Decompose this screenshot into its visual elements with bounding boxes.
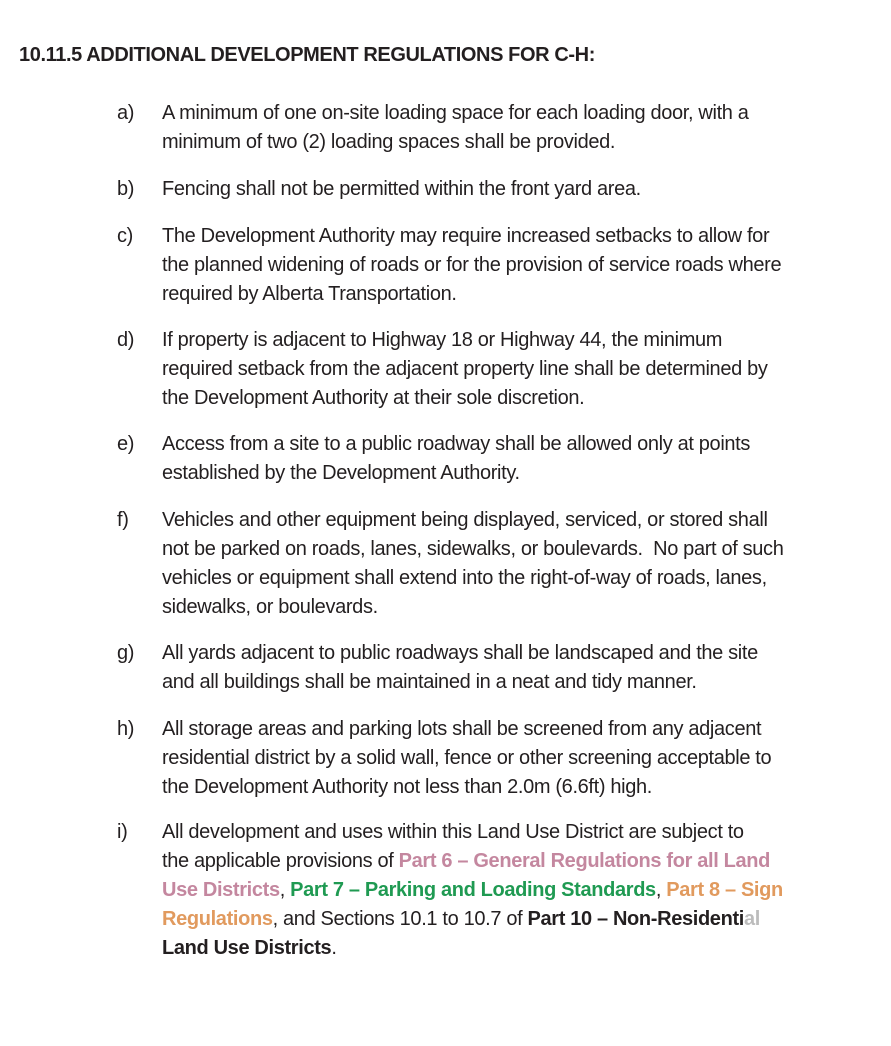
item-letter: d) bbox=[117, 329, 135, 351]
text-line: not be parked on roads, lanes, sidewalks, or boulevards. No part of such bbox=[162, 538, 784, 560]
text-line: required setback from the adjacent property line shall be determined by bbox=[162, 358, 768, 380]
text-line: The Development Authority may require increased setbacks to allow for bbox=[162, 225, 770, 247]
text-line: established by the Development Authority. bbox=[162, 462, 520, 484]
part10-reference-faded: al bbox=[743, 908, 760, 930]
text-line bbox=[162, 847, 847, 876]
list-item-a bbox=[117, 99, 847, 157]
part6-link[interactable]: Part 6 – General Regulations for all Land bbox=[398, 850, 770, 872]
item-text bbox=[162, 430, 847, 488]
text-line: Vehicles and other equipment being displayed, serviced, or stored shall bbox=[162, 509, 768, 531]
text-line: and all buildings shall be maintained in a neat and tidy manner. bbox=[162, 671, 697, 693]
item-text bbox=[162, 99, 847, 157]
text-line: If property is adjacent to Highway 18 or Highway 44, the minimum bbox=[162, 329, 723, 351]
part8-link[interactable]: Part 8 – Sign bbox=[666, 879, 783, 901]
text-line: Access from a site to a public roadway shall be allowed only at points bbox=[162, 433, 751, 455]
list-item-d bbox=[117, 326, 847, 413]
item-letter: i) bbox=[117, 821, 128, 843]
text-line: the Development Authority not less than 2.0m (6.6ft) high. bbox=[162, 776, 652, 798]
part7-link[interactable]: Part 7 – Parking and Loading Standards bbox=[290, 879, 656, 901]
text-line: the planned widening of roads or for the provision of service roads where bbox=[162, 254, 782, 276]
text-run: the applicable provisions of bbox=[162, 850, 399, 872]
list-item-e bbox=[117, 430, 847, 488]
list-item-h bbox=[117, 715, 847, 802]
item-text bbox=[162, 818, 847, 963]
text-line: All yards adjacent to public roadways shall be landscaped and the site bbox=[162, 642, 758, 664]
text-line: All development and uses within this Land Use District are subject to bbox=[162, 821, 744, 843]
text-line: required by Alberta Transportation. bbox=[162, 283, 457, 305]
item-text bbox=[162, 222, 847, 309]
text-run: . bbox=[331, 937, 337, 959]
list-item-f bbox=[117, 506, 847, 622]
item-text bbox=[162, 715, 847, 802]
item-letter: e) bbox=[117, 433, 135, 455]
part6-link-cont[interactable]: Use Districts bbox=[162, 879, 280, 901]
list-item-i bbox=[117, 818, 847, 963]
item-text bbox=[162, 639, 847, 697]
item-text bbox=[162, 175, 847, 204]
text-run: , bbox=[279, 879, 291, 901]
part8-link-cont[interactable]: Regulations bbox=[162, 908, 273, 930]
text-line: minimum of two (2) loading spaces shall be provided. bbox=[162, 131, 616, 153]
text-line bbox=[162, 876, 847, 905]
part10-reference: Part 10 – Non-Residenti bbox=[527, 908, 744, 930]
item-letter: a) bbox=[117, 102, 135, 124]
text-line: All storage areas and parking lots shall be screened from any adjacent bbox=[162, 718, 762, 740]
text-line bbox=[162, 905, 847, 934]
item-text bbox=[162, 506, 847, 622]
text-line: residential district by a solid wall, fence or other screening acceptable to bbox=[162, 747, 772, 769]
text-line bbox=[162, 934, 847, 963]
section-heading: 10.11.5 ADDITIONAL DEVELOPMENT REGULATIONS FOR C-H: bbox=[19, 44, 595, 66]
item-letter: f) bbox=[117, 509, 129, 531]
item-letter: g) bbox=[117, 642, 135, 664]
text-line: the Development Authority at their sole discretion. bbox=[162, 387, 585, 409]
text-run: , and Sections 10.1 to 10.7 of bbox=[272, 908, 528, 930]
list-item-c bbox=[117, 222, 847, 309]
text-line: A minimum of one on-site loading space for each loading door, with a bbox=[162, 102, 749, 124]
list-item-b bbox=[117, 175, 847, 204]
text-run: , bbox=[655, 879, 667, 901]
item-letter: c) bbox=[117, 225, 133, 247]
text-line: vehicles or equipment shall extend into the right-of-way of roads, lanes, bbox=[162, 567, 767, 589]
item-text bbox=[162, 326, 847, 413]
part10-reference-cont: Land Use Districts bbox=[162, 937, 332, 959]
item-letter: b) bbox=[117, 178, 135, 200]
text-line: sidewalks, or boulevards. bbox=[162, 596, 378, 618]
text-line: Fencing shall not be permitted within the front yard area. bbox=[162, 178, 641, 200]
list-item-g bbox=[117, 639, 847, 697]
item-letter: h) bbox=[117, 718, 135, 740]
